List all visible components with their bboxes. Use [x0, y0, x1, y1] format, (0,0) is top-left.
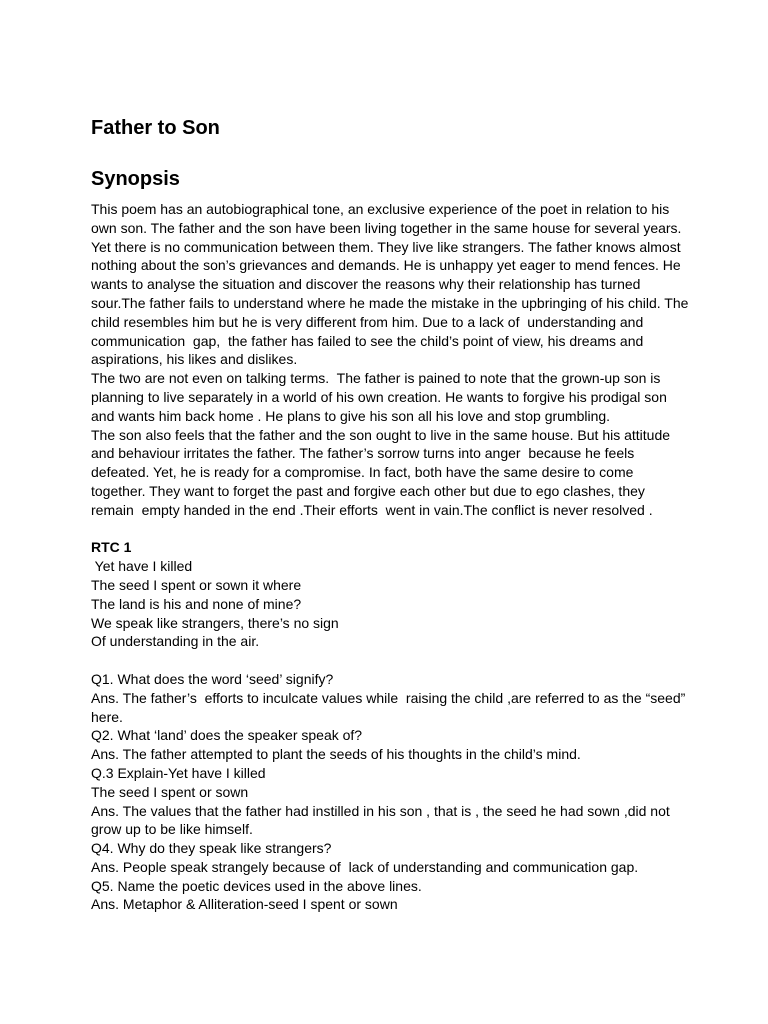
poem-line: Yet have I killed: [91, 558, 193, 575]
answer-line: Ans. The father’s efforts to inculcate values while raising the child ,are referred to as the “seed” here.: [91, 689, 690, 725]
question-line: Q4. Why do they speak like strangers?: [91, 840, 332, 857]
answer-line: Ans. The father attempted to plant the seeds of his thoughts in the child’s mind.: [91, 746, 581, 763]
document-title: Father to Son: [91, 117, 220, 139]
poem-line: We speak like strangers, there’s no sign: [91, 614, 339, 631]
poem-line: The seed I spent or sown it where: [91, 576, 302, 593]
document-page: [91, 115, 691, 914]
question-line: Q5. Name the poetic devices used in the above lines.: [91, 877, 422, 894]
poem-line: The land is his and none of mine?: [91, 595, 302, 612]
synopsis-heading: Synopsis: [91, 168, 180, 190]
synopsis-paragraph: The son also feels that the father and the son ought to live in the same house. But his attitude and behaviour irritates the father. The father’s sorrow turns into anger because he feels defeated. Yet, he is ready for a compromise. In fact, both have the same desire to come together. They want to forget the past and forgive each other but due to ego clashes, they remain empty handed in the end .Their efforts went in vain.The conflict is never resolved .: [91, 426, 674, 518]
answer-line: Ans. The values that the father had instilled in his son , that is , the seed he had sown ,did not grow up to be like himself.: [91, 802, 674, 838]
questions-answers: [91, 670, 691, 914]
rtc-heading: RTC 1: [91, 539, 132, 556]
synopsis-body: [91, 200, 691, 520]
answer-line: Ans. People speak strangely because of lack of understanding and communication gap.: [91, 858, 639, 875]
question-line: The seed I spent or sown: [91, 783, 249, 800]
rtc-section: [91, 538, 691, 651]
poem-line: Of understanding in the air.: [91, 633, 260, 650]
question-line: Q1. What does the word ‘seed’ signify?: [91, 670, 334, 687]
synopsis-paragraph: This poem has an autobiographical tone, an exclusive experience of the poet in relation to his own son. The father and the son have been living together in the same house for several years. Yet there is no communication between them. They live like strangers. The father knows almost nothing about the son’s grievances and demands. He is unhappy yet eager to mend fences. He wants to analyse the situation and discover the reasons why their relationship has turned sour.The father fails to understand where he made the mistake in the upbringing of his child. The child resembles him but he is very different from him. Due to a lack of understanding and communication gap, the father has failed to see the child’s point of view, his dreams and aspirations, his likes and dislikes.: [91, 201, 693, 368]
answer-line: Ans. Metaphor & Alliteration-seed I spent or sown: [91, 896, 398, 913]
question-line: Q2. What ‘land’ does the speaker speak of?: [91, 727, 363, 744]
question-line: Q.3 Explain-Yet have I killed: [91, 764, 266, 781]
synopsis-paragraph: The two are not even on talking terms. The father is pained to note that the grown-up son is planning to live separately in a world of his own creation. He wants to forgive his prodigal son and wants him back home . He plans to give his son all his love and stop grumbling.: [91, 370, 671, 424]
